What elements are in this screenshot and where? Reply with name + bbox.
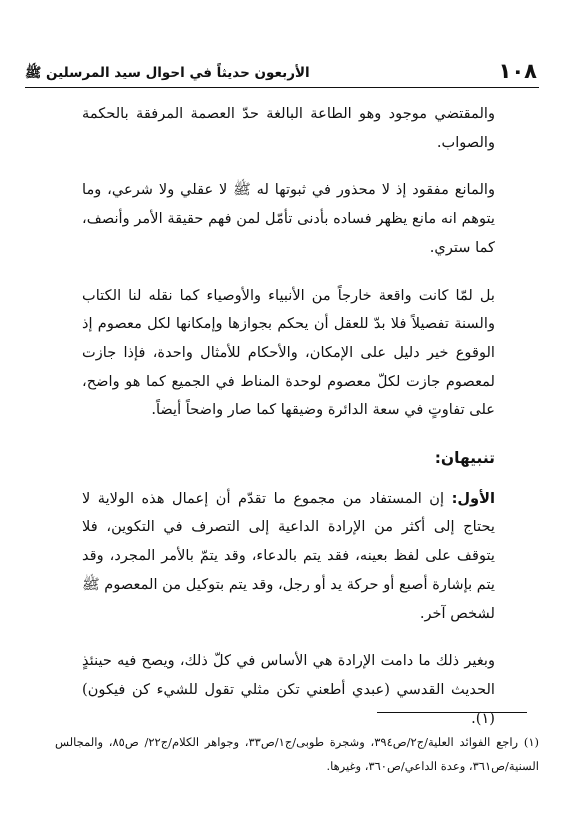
- paragraph-2: والمانع مفقود إذ لا محذور في ثبوتها له ﷺ لا عقلي ولا شرعي، وما يتوهم انه مانع يظهر فساده بأدنى تأمّل لمن فهم حقيقة الأمر وأنصف، كما ستري.: [82, 181, 495, 256]
- footnote: (١) راجع الفوائد العلية/ج٢/ص٣٩٤، وشجرة طوبى/ج١/ص٣٣، وجواهر الكلام/ج٢٢/ ص٨٥، والمجالس السنية/ص٣٦١، وعدة الداعي/ص٣٦٠، وغيرها.: [55, 734, 540, 773]
- notice-first-text: إن المستفاد من مجموع ما تقدّم أن إعمال هذه الولاية لا يحتاج إلى أكثر من الإرادة الداعية إلى التصرف في التكوين، فلا يتوقف على لفظ بعينه، فقد يتم بالدعاء، وقد يتمّ بالأمر المجرد، وقد يتم بإشارة أصبع أو حركة يد أو رجل، وقد يتم بتوكيل من المعصوم ﷺ لشخص آخر.: [82, 489, 495, 622]
- notice-heading: تنبيهان:: [434, 449, 495, 468]
- running-title: الأربعون حديثاً في احوال سيد المرسلين ﷺ: [25, 65, 310, 81]
- paragraph-3: بل لمّا كانت واقعة خارجاً من الأنبياء والأوصياء كما نقله لنا الكتاب والسنة تفصيلاً فلا بدّ للعقل أن يحكم بجوازها وإمكانها لكل معصوم إذ الوقوع خير دليل على الإمكان، والأحكام للأمثال واحدة، فإذا جازت لمعصوم جازت لكلّ معصوم لوحدة المناط في الجميع كما هو واضح، على تفاوتٍ في سعة الدائرة وضيقها كما صار واضحاً أيضاً.: [82, 286, 495, 419]
- notice-first-label: الأول:: [451, 489, 496, 507]
- footnote-divider: [377, 712, 527, 713]
- notice-first: [82, 485, 495, 629]
- paragraph-1: والمقتضي موجود وهو الطاعة البالغة حدّ العصمة المرفقة بالحكمة والصواب.: [82, 105, 495, 151]
- notice-second: وبغير ذلك ما دامت الإرادة هي الأساس في كلّ ذلك، ويصح فيه حينئذٍ الحديث القدسي (عبدي أطعني تكن مثلي تقول للشيء كن فيكون)(١).: [82, 652, 495, 727]
- page-number: ١٠٨: [498, 59, 537, 83]
- page-header: [25, 57, 539, 88]
- page-body: [82, 100, 495, 733]
